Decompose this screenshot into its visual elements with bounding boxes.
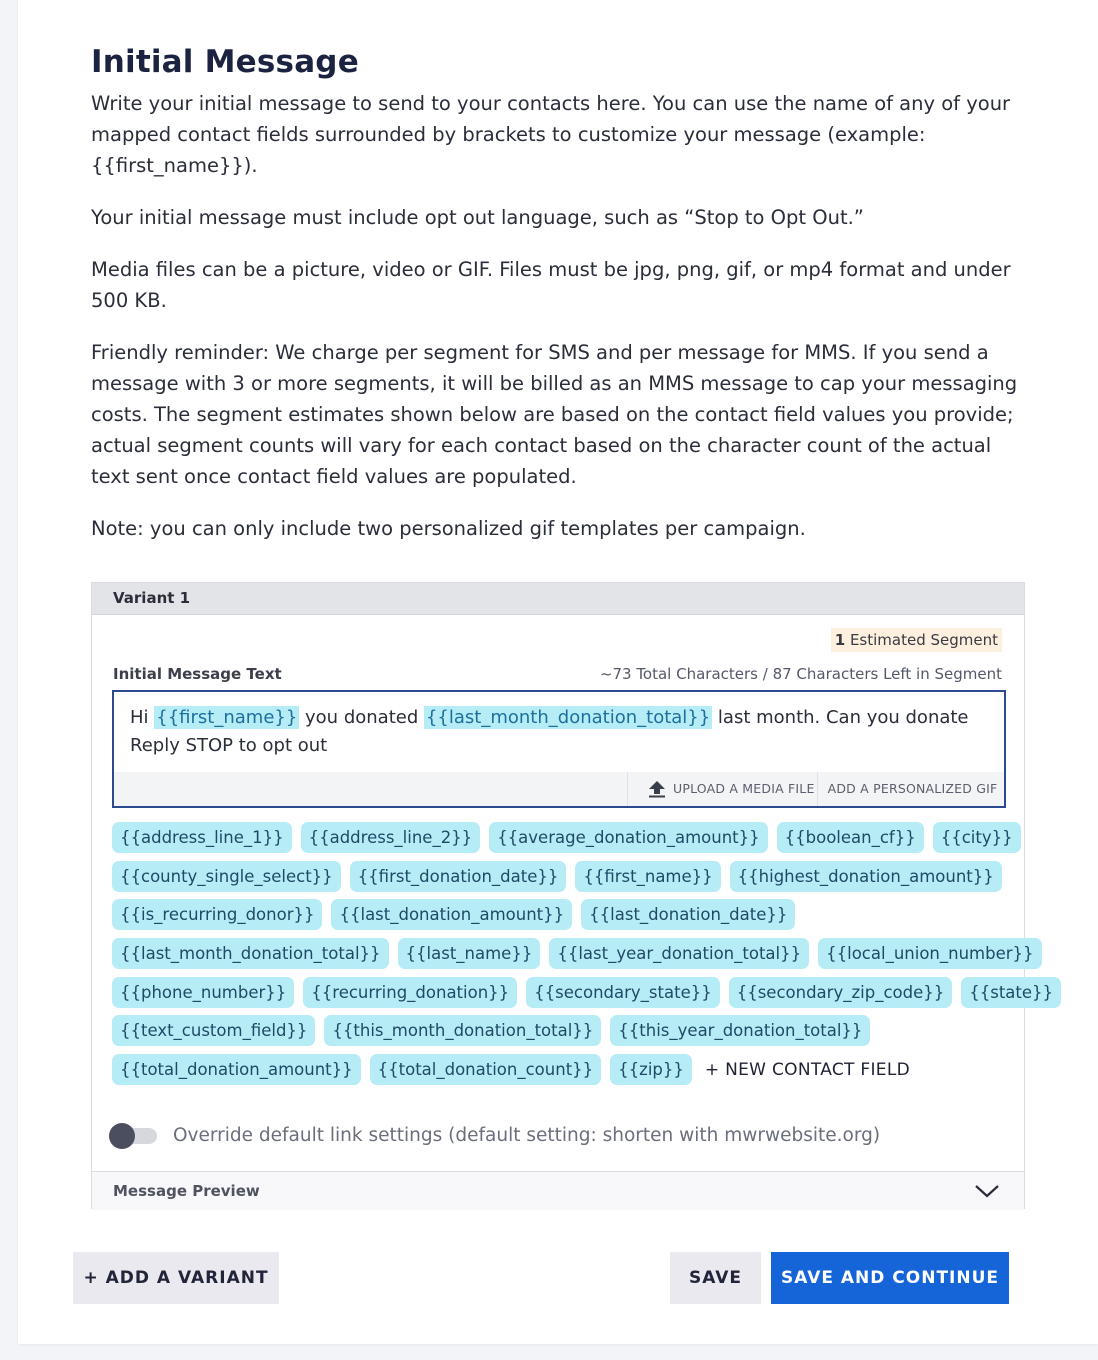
segment-count: 1 [834,631,846,649]
contact-field-token[interactable]: {{city}} [933,822,1021,853]
upload-icon [648,780,666,798]
contact-field-token[interactable]: {{last_donation_date}} [581,899,795,930]
toggle-knob [109,1123,135,1149]
contact-field-token[interactable]: {{last_donation_amount}} [331,899,572,930]
intro-paragraph: Media files can be a picture, video or GIF. Files must be jpg, png, gif, or mp4 format and under 500 KB. [91,258,1011,312]
add-variant-button[interactable]: + ADD A VARIANT [73,1252,279,1304]
segment-badge [831,628,1002,652]
intro-paragraph: Friendly reminder: We charge per segment for SMS and per message for MMS. If you send a message with 3 or more segments, it will be billed as an MMS message to cap your messaging costs. The segment estimates shown below are based on the contact field values you provide; actual segment counts will vary for each contact based on the character count of the actual text sent once contact field values are populated. [91,341,1018,488]
message-text-segment: you donated [299,707,424,728]
upload-media-label: UPLOAD A MEDIA FILE [673,781,815,796]
chevron-down-icon[interactable] [974,1181,1000,1201]
message-text-line: Reply STOP to opt out [130,735,328,756]
save-button[interactable]: SAVE [670,1252,761,1304]
contact-field-token[interactable]: {{secondary_zip_code}} [729,977,953,1008]
token-row [112,1015,992,1046]
contact-field-token[interactable]: {{last_month_donation_total}} [112,938,389,969]
contact-field-token[interactable]: {{last_year_donation_total}} [549,938,809,969]
message-text-segment: last month. Can you donate [712,707,969,728]
message-text[interactable] [130,704,984,760]
contact-field-token[interactable]: {{address_line_2}} [301,822,481,853]
contact-field-token[interactable]: {{highest_donation_amount}} [730,861,1002,892]
contact-field-token[interactable]: {{phone_number}} [112,977,294,1008]
contact-field-token[interactable]: {{address_line_1}} [112,822,292,853]
add-gif-button[interactable]: ADD A PERSONALIZED GIF [817,772,1007,806]
contact-field-token[interactable]: {{first_donation_date}} [350,861,567,892]
intro-paragraph: Write your initial message to send to your contacts here. You can use the name of any of your mapped contact fields surrounded by brackets to customize your message (example: {{first_name}}). [91,92,1011,177]
intro-paragraph: Note: you can only include two personalized gif templates per campaign. [91,517,806,540]
variant-panel [91,582,1054,1209]
contact-field-token[interactable]: {{first_name}} [575,861,720,892]
token-row [112,899,992,930]
editor-toolbar [114,772,1004,806]
inline-field-token[interactable]: {{first_name}} [156,707,298,728]
token-row [112,861,992,892]
new-contact-field-button[interactable]: + NEW CONTACT FIELD [704,1059,911,1080]
inline-field-token[interactable]: {{last_month_donation_total}} [425,707,711,728]
character-count: ~73 Total Characters / 87 Characters Left in Segment [599,665,1002,683]
contact-field-token[interactable]: {{last_name}} [398,938,541,969]
contact-field-list [112,822,1054,1093]
intro-paragraph: Your initial message must include opt out language, such as “Stop to Opt Out.” [91,206,864,229]
upload-media-button[interactable] [627,772,818,806]
token-row [112,977,1054,1008]
contact-field-token[interactable]: {{total_donation_amount}} [112,1054,361,1085]
contact-field-token[interactable]: {{zip}} [610,1054,692,1085]
contact-field-token[interactable]: {{is_recurring_donor}} [112,899,322,930]
token-row [112,822,1013,853]
token-row [112,1054,992,1085]
message-preview-header[interactable] [92,1171,1024,1210]
link-override-toggle[interactable] [109,1123,157,1149]
intro-text [91,88,1031,565]
contact-field-token[interactable]: {{state}} [961,977,1061,1008]
contact-field-token[interactable]: {{boolean_cf}} [777,822,924,853]
contact-field-token[interactable]: {{total_donation_count}} [370,1054,602,1085]
page-card [18,0,1098,1344]
contact-field-token[interactable]: {{average_donation_amount}} [489,822,767,853]
save-and-continue-button[interactable]: SAVE AND CONTINUE [771,1252,1009,1304]
page-title: Initial Message [91,44,359,80]
variant-header: Variant 1 [92,583,1024,615]
contact-field-token[interactable]: {{text_custom_field}} [112,1015,315,1046]
link-override-row [109,1123,989,1149]
message-label: Initial Message Text [113,665,282,683]
contact-field-token[interactable]: {{county_single_select}} [112,861,341,892]
token-row [112,938,1034,969]
message-preview-label: Message Preview [113,1182,260,1200]
contact-field-token[interactable]: {{secondary_state}} [526,977,720,1008]
message-editor[interactable] [112,690,1006,808]
contact-field-token[interactable]: {{this_year_donation_total}} [610,1015,870,1046]
contact-field-token[interactable]: {{this_month_donation_total}} [324,1015,601,1046]
segment-label: Estimated Segment [849,631,998,649]
link-override-label: Override default link settings (default setting: shorten with mwrwebsite.org) [173,1125,881,1146]
contact-field-token[interactable]: {{local_union_number}} [818,938,1041,969]
contact-field-token[interactable]: {{recurring_donation}} [303,977,517,1008]
message-text-segment: Hi [130,707,155,728]
